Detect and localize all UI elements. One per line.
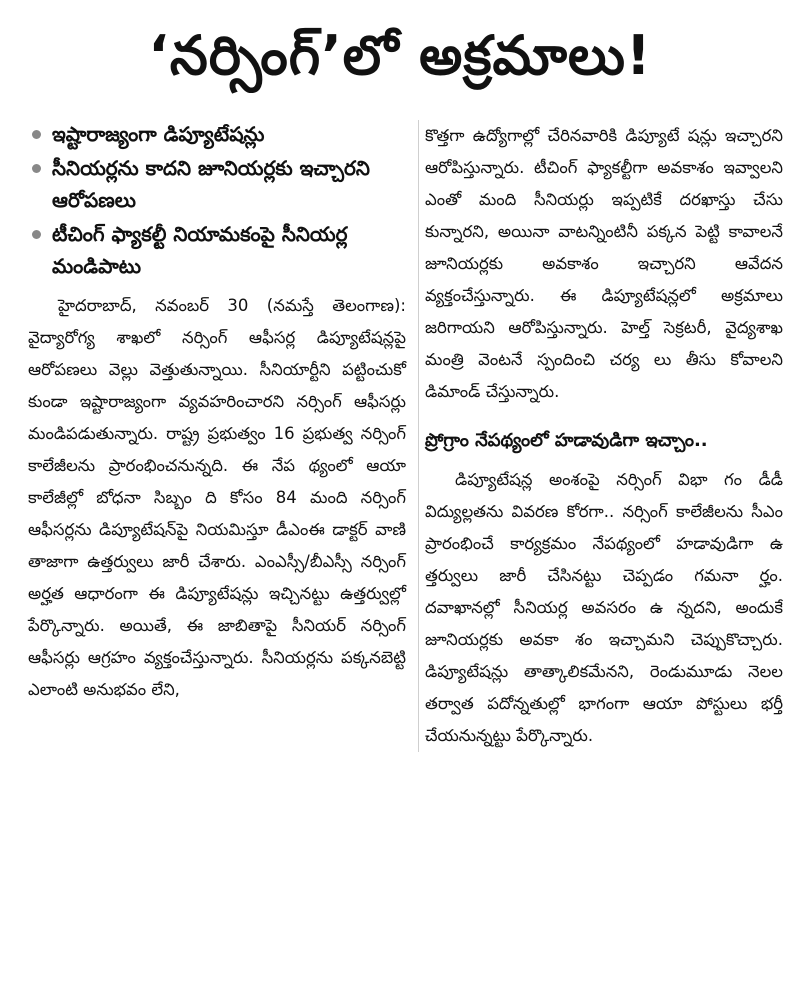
bullet-icon — [32, 230, 41, 239]
highlight-item — [28, 152, 406, 216]
highlight-item — [28, 118, 406, 150]
bullet-icon — [32, 130, 41, 139]
highlights-list — [28, 118, 406, 282]
bullet-icon — [32, 164, 41, 173]
highlight-text: ఇష్టారాజ్యంగా డిప్యూటేషన్లు — [52, 122, 265, 146]
subheading: ప్రోగ్రాం నేపథ్యంలో హడావుడిగా ఇచ్చాం.. — [425, 430, 708, 451]
article-body-left: హైదరాబాద్, నవంబర్ 30 (నమస్తే తెలంగాణ): వైద్యారోగ్య శాఖలో నర్సింగ్ ఆఫీసర్ల డిప్యూటేషన్లపై ఆరోపణలు వెల్లు వెత్తుతున్నాయి. సీనియార్టీని పట్టించుకో కుండా ఇష్టారాజ్యంగా వ్యవహరించారని నర్సింగ్ ఆఫీసర్లు మండిపడుతున్నారు. రాష్ట్ర ప్రభుత్వం 16 ప్రభుత్వ నర్సింగ్ కాలేజీలను ప్రారంభించనున్నది. ఈ నేప థ్యంలో ఆయా కాలేజీల్లో బోధనా సిబ్బం ది కోసం 84 మంది నర్సింగ్ ఆఫీసర్లను డిప్యూటేషన్‌పై నియమిస్తూ డీఎంఈ డాక్టర్ వాణి తాజాగా ఉత్తర్వులు జారీ చేశారు. ఎంఎస్సీ/బీఎస్సీ నర్సింగ్ అర్హత ఆధారంగా ఈ డిప్యూటేషన్లు ఇచ్చినట్టు ఉత్తర్వుల్లో పేర్కొన్నారు. అయితే, ఈ జాబితాపై సీనియర్ నర్సింగ్ ఆఫీసర్లు ఆగ్రహం వ్యక్తంచేస్తున్నారు. సీనియర్లను పక్కనబెట్టి ఎలాంటి అనుభవం లేని, — [28, 296, 406, 699]
highlight-item — [28, 218, 406, 282]
highlight-text: సీనియర్లను కాదని జూనియర్లకు ఇచ్చారని ఆరోపణలు — [52, 156, 370, 212]
article-body-right: కొత్తగా ఉద్యోగాల్లో చేరినవారికి డిప్యూటే షన్లు ఇచ్చారని ఆరోపిస్తున్నారు. టీచింగ్ ఫ్యాకల్టీగా అవకాశం ఇవ్వాలని ఎంతో మంది సీనియర్లు ఇప్పటికే దరఖాస్తు చేసు కున్నారని, అయినా వాటన్నింటినీ పక్కన పెట్టి కావాలనే జూనియర్లకు అవకాశం ఇచ్చారని ఆవేదన వ్యక్తంచేస్తున్నారు. ఈ డిప్యూటేషన్లలో అక్రమాలు జరిగాయని ఆరోపిస్తున్నారు. హెల్త్ సెక్రటరీ, వైద్యశాఖ మంత్రి వెంటనే స్పందించి చర్య లు తీసు కోవాలని డిమాండ్ చేస్తున్నారు. — [425, 126, 783, 401]
highlight-text: టీచింగ్ ఫ్యాకల్టీ నియామకంపై సీనియర్ల మండిపాటు — [52, 222, 348, 278]
left-column — [28, 118, 406, 706]
article-body-right-2: డిప్యూటేషన్ల అంశంపై నర్సింగ్ విభా గం డీడీ విద్యుల్లతను వివరణ కోరగా.. నర్సింగ్ కాలేజీలను సీఎం ప్రారంభించే కార్యక్రమం నేపథ్యంలో హడావుడిగా ఉ త్తర్వులు జారీ చేసినట్టు చెప్పడం గమనా ర్హం. దవాఖానల్లో సీనియర్ల అవసరం ఉ న్నదని, అందుకే జూనియర్లకు అవకా శం ఇచ్చామని చెప్పుకొచ్చారు. డిప్యూటేషన్లు తాత్కాలికమేనని, రెండుమూడు నెలల తర్వాత పదోన్నతుల్లో భాగంగా ఆయా పోస్టులు భర్తీ చేయనున్నట్టు పేర్కొన్నారు. — [425, 470, 783, 745]
headline: ‘నర్సింగ్’లో అక్రమాలు! — [148, 24, 652, 87]
right-column — [418, 120, 783, 752]
